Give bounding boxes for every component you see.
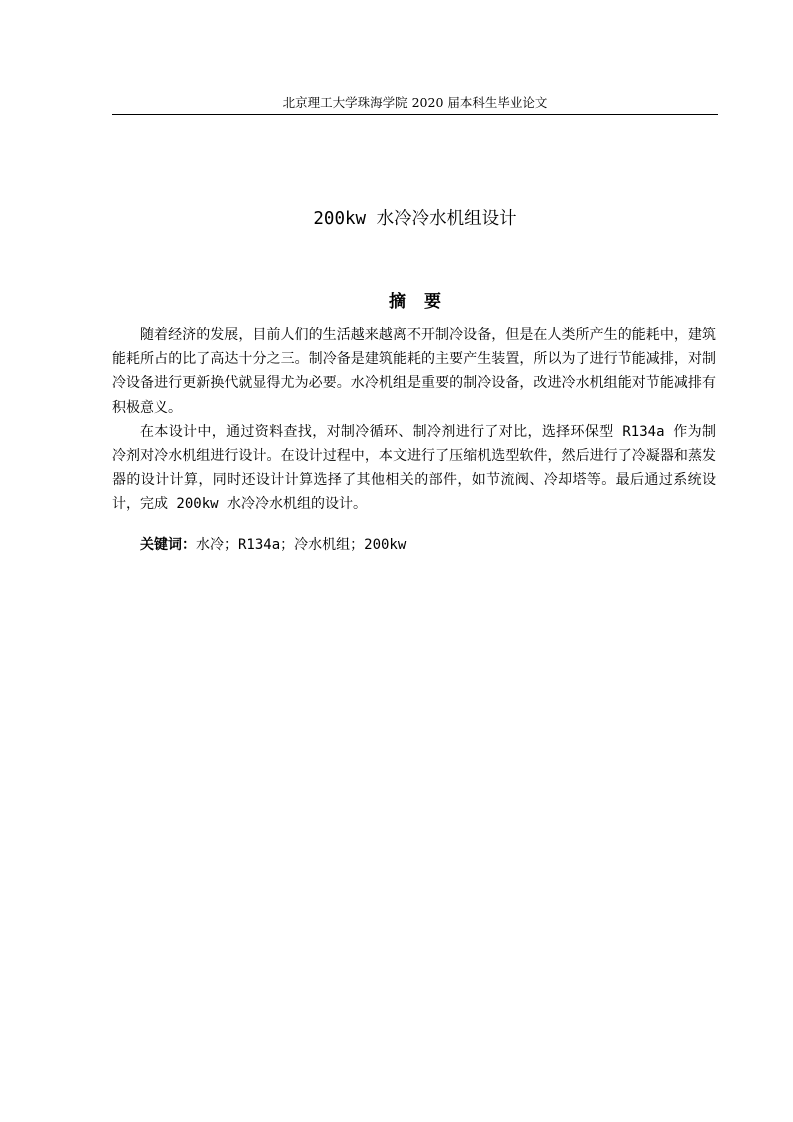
running-header: 北京理工大学珠海学院 2020 届本科生毕业论文 xyxy=(282,95,548,110)
abstract-heading: 摘要 xyxy=(389,292,459,312)
abstract-paragraph-1: 随着经济的发展，目前人们的生活越来越离不开制冷设备，但是在人类所产生的能耗中，建筑能耗所占的比了高达十分之三。制冷备是建筑能耗的主要产生装置，所以为了进行节能减排，对制冷设备进行更新换代就显得尤为必要。水冷机组是重要的制冷设备，改进冷水机组能对节能减排有积极意义。 xyxy=(112,327,716,416)
keywords-text: 水冷；R134a；冷水机组；200kw xyxy=(196,537,407,553)
keywords-label: 关键词： xyxy=(140,537,196,553)
keywords-line xyxy=(140,533,406,557)
abstract-paragraph-2: 在本设计中，通过资料查找，对制冷循环、制冷剂进行了对比，选择环保型 R134a 作为制冷剂对冷水机组进行设计。在设计过程中，本文进行了压缩机选型软件，然后进行了冷凝器和蒸发器的设计计算，同时还设计计算选择了其他相关的部件，如节流阀、冷却塔等。最后通过系统设计，完成 200kw 水冷冷水机组的设计。 xyxy=(112,423,716,513)
header-rule xyxy=(112,114,718,115)
paper-title: 200kw 水冷冷水机组设计 xyxy=(313,209,517,229)
abstract-body xyxy=(112,323,716,517)
